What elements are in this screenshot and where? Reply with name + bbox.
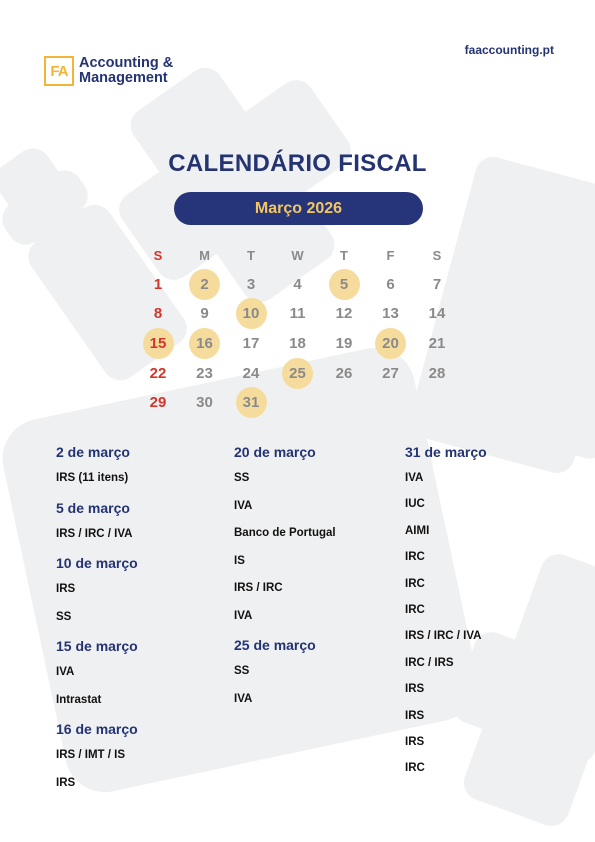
calendar-day[interactable] — [135, 358, 181, 388]
calendar-day-number: 26 — [335, 364, 353, 382]
calendar-day-number: 11 — [289, 305, 306, 323]
weekday-header: W — [291, 247, 304, 263]
calendar-day-number: 1 — [153, 275, 163, 293]
calendar-day[interactable] — [414, 299, 460, 329]
calendar-day[interactable] — [368, 358, 414, 388]
calendar-day-number: 8 — [153, 305, 163, 323]
calendar-day-number: 23 — [196, 364, 213, 382]
calendar-day-number: 17 — [242, 334, 260, 352]
deadline-item: IRC — [405, 604, 425, 616]
deadline-item: SS — [56, 610, 72, 623]
deadline-item: IVA — [234, 609, 253, 622]
weekday-header: T — [247, 247, 255, 263]
calendar-day-number: 3 — [246, 275, 256, 293]
calendar-day[interactable] — [182, 358, 228, 388]
calendar-day-number: 20 — [375, 328, 406, 359]
calendar-day-deadline[interactable] — [228, 388, 274, 418]
calendar-day[interactable] — [182, 299, 228, 329]
weekday-header: S — [153, 247, 163, 263]
website-link[interactable]: faaccounting.pt — [464, 43, 554, 57]
deadline-item: Banco de Portugal — [234, 527, 336, 539]
deadline-item: IRS — [56, 583, 76, 595]
calendar-day-number: 7 — [432, 275, 442, 293]
deadline-item: AIMI — [405, 524, 430, 537]
deadline-date: 16 de março — [56, 721, 138, 737]
calendar-day[interactable] — [228, 358, 274, 388]
deadline-item: IUC — [405, 498, 425, 511]
deadline-item: IRS / IRC / IVA — [405, 630, 482, 643]
deadline-item: SS — [234, 472, 250, 484]
calendar-day[interactable] — [182, 388, 228, 418]
calendar-day-number: 5 — [329, 269, 360, 300]
deadline-date: 5 de março — [56, 499, 130, 516]
deadline-date: 25 de março — [234, 637, 316, 653]
deadline-item: IVA — [234, 499, 253, 512]
calendar-day-deadline[interactable] — [368, 328, 414, 358]
deadline-item: IRS — [405, 683, 425, 696]
deadline-date: 31 de março — [405, 444, 487, 460]
calendar-day[interactable] — [135, 269, 181, 299]
calendar-day-number: 29 — [149, 394, 167, 412]
calendar-day[interactable] — [321, 299, 367, 329]
calendar-day-number: 18 — [289, 334, 306, 352]
calendar-day-number: 21 — [428, 334, 446, 352]
calendar-day-number: 10 — [236, 298, 267, 329]
calendar-day[interactable] — [414, 358, 460, 388]
calendar-day-deadline[interactable] — [182, 269, 228, 299]
deadline-item: IRS / IRC — [234, 582, 283, 594]
calendar-day[interactable] — [414, 328, 460, 358]
deadline-item: IRC — [405, 551, 425, 564]
calendar-day-number: 14 — [428, 305, 446, 323]
calendar-day-number: 31 — [236, 387, 267, 418]
calendar-day[interactable] — [368, 299, 414, 329]
calendar-day-deadline[interactable] — [228, 299, 274, 329]
deadline-date: 2 de março — [56, 444, 130, 460]
month-label: Março 2026 — [254, 199, 343, 217]
calendar-day[interactable] — [321, 358, 367, 388]
deadline-item: IVA — [405, 472, 424, 484]
calendar-day-number: 9 — [200, 305, 209, 323]
calendar-day-number: 30 — [196, 394, 213, 412]
deadline-item: IRC — [405, 577, 425, 590]
calendar-day-number: 25 — [282, 358, 313, 389]
calendar-day-number: 2 — [189, 269, 220, 300]
company-logo — [44, 56, 173, 86]
deadline-item: IVA — [56, 666, 75, 678]
deadline-item: IRS — [405, 736, 425, 748]
calendar-day-deadline[interactable] — [182, 328, 228, 358]
calendar-day-deadline[interactable] — [135, 328, 181, 358]
weekday-header: F — [386, 247, 395, 263]
deadline-item: IRC / IRS — [405, 656, 454, 669]
company-name-line2: Management — [79, 70, 168, 86]
deadline-item: IRS / IRC / IVA — [56, 527, 133, 540]
calendar-day[interactable] — [414, 269, 460, 299]
calendar-day-number: 16 — [189, 328, 220, 359]
deadline-item: Intrastat — [56, 693, 102, 706]
calendar-day-deadline[interactable] — [275, 358, 321, 388]
calendar-day[interactable] — [368, 269, 414, 299]
company-name-line1: Accounting & — [79, 55, 174, 71]
calendar-day[interactable] — [275, 299, 321, 329]
deadline-item: SS — [234, 665, 250, 677]
deadline-item: IVA — [234, 692, 253, 705]
deadline-item: IRS (11 itens) — [56, 472, 129, 484]
calendar-day[interactable] — [321, 328, 367, 358]
weekday-header: S — [432, 247, 442, 263]
calendar-day[interactable] — [228, 269, 274, 299]
calendar-day[interactable] — [275, 269, 321, 299]
company-name — [79, 56, 173, 86]
deadline-item: IS — [234, 554, 245, 567]
calendar-day[interactable] — [228, 328, 274, 358]
calendar-day-number: 12 — [335, 305, 353, 323]
calendar-day-number: 4 — [293, 275, 302, 293]
calendar-day-number: 22 — [149, 364, 167, 382]
calendar-day[interactable] — [135, 299, 181, 329]
calendar-day-number: 13 — [382, 305, 399, 323]
deadline-item: IRC — [405, 762, 425, 775]
page-title: CALENDÁRIO FISCAL — [168, 150, 427, 177]
calendar-day[interactable] — [275, 328, 321, 358]
weekday-header: T — [340, 247, 348, 263]
calendar-day[interactable] — [135, 388, 181, 418]
calendar-day-number: 24 — [242, 364, 260, 382]
calendar-day-number: 15 — [143, 328, 174, 359]
month-banner — [174, 192, 423, 225]
deadline-item: IRS / IMT / IS — [56, 749, 126, 761]
deadline-date: 20 de março — [234, 444, 316, 460]
calendar-day-number: 19 — [335, 334, 353, 352]
deadline-item: IRS — [56, 776, 76, 789]
fa-logo-icon: FA — [44, 56, 74, 86]
weekday-header: M — [199, 247, 210, 263]
calendar-day-number: 28 — [428, 364, 446, 382]
calendar-day-number: 27 — [382, 364, 399, 382]
deadline-item: IRS — [405, 709, 425, 722]
calendar-day-deadline[interactable] — [321, 269, 367, 299]
calendar-day-number: 6 — [386, 275, 395, 293]
deadline-date: 10 de março — [56, 555, 138, 571]
deadline-date: 15 de março — [56, 638, 138, 654]
